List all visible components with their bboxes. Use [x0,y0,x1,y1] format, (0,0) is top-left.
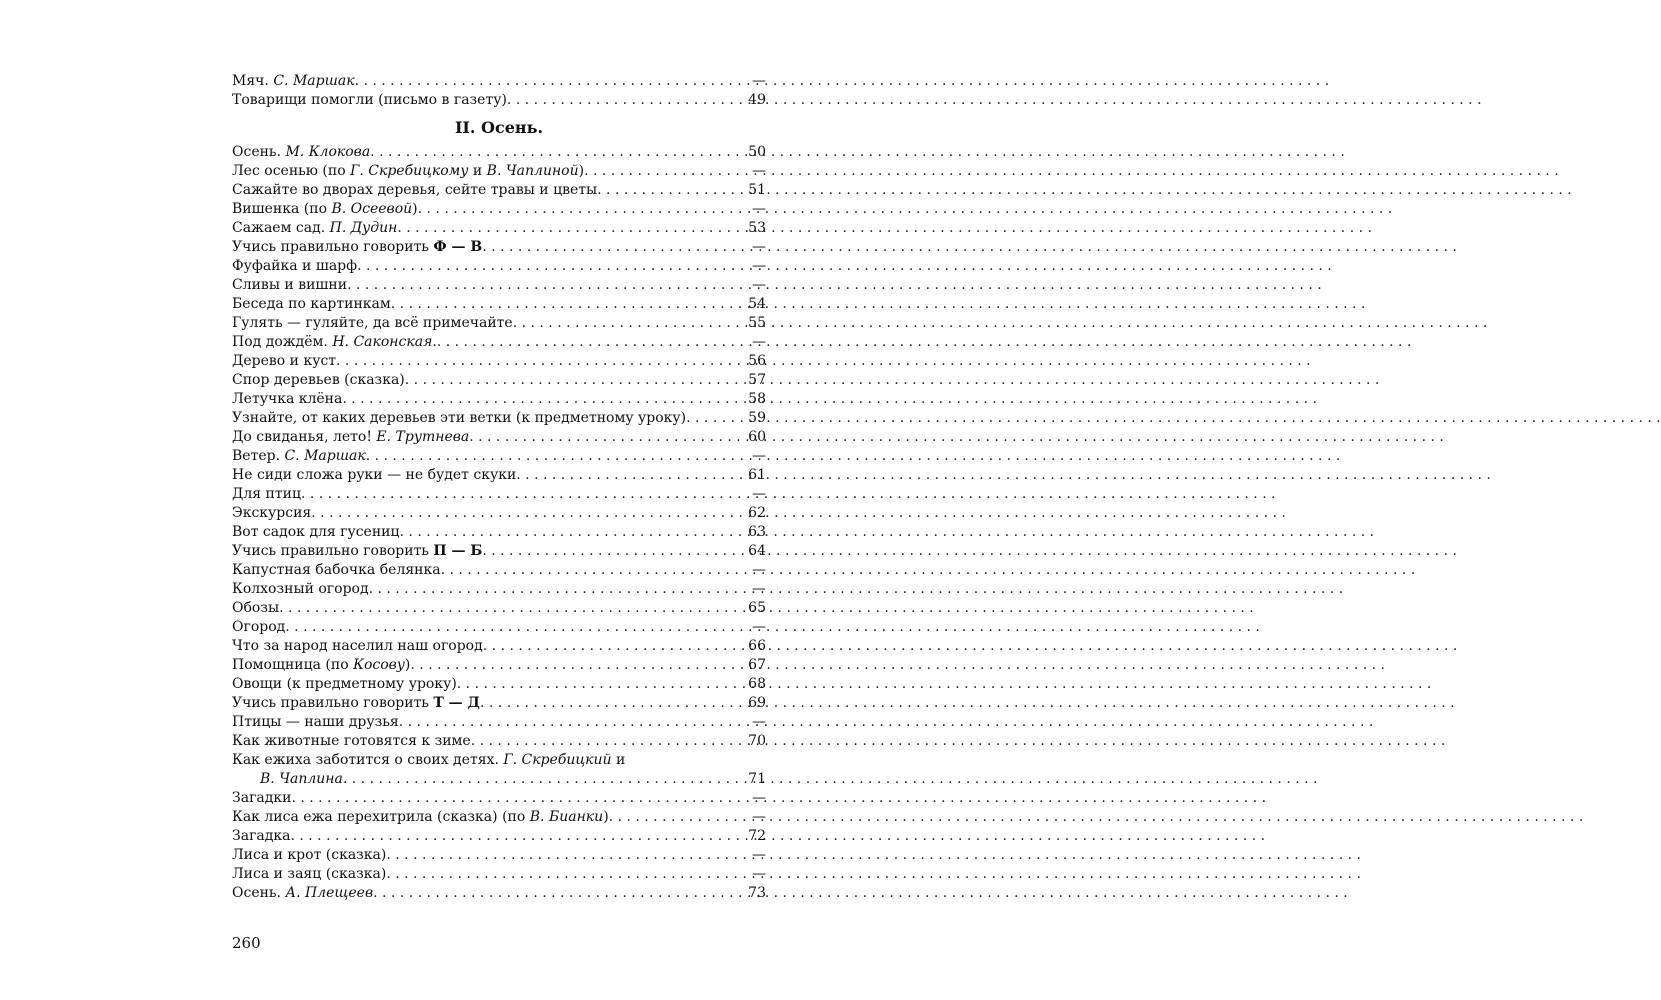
toc-entry [232,637,766,656]
toc-entry-text: Колхозный огород [232,581,369,597]
dot-leader [469,428,740,447]
toc-entry [232,618,766,637]
toc-entry-title [232,447,366,466]
toc-entry-text: Ф — В [433,239,483,255]
toc-entry-title [232,390,342,409]
toc-entry-page: — [752,866,766,882]
toc-entry-title [232,485,301,504]
dot-leader [336,352,740,371]
toc-entry-author: С. Маршак [273,73,355,89]
toc-entry-title [232,808,609,827]
dot-leader [480,694,740,713]
toc-entry-title [232,352,336,371]
toc-entry-title [232,865,386,884]
toc-entry-text: ) [412,201,418,217]
dot-leader [311,504,740,523]
toc-entry-title [232,91,507,110]
toc-entry [232,523,766,542]
toc-entry-text: Товарищи помогли (письмо в газету) [232,92,507,108]
toc-entry [232,561,766,580]
toc-entry-page: — [752,163,766,179]
toc-entry-title [232,542,482,561]
toc-entry-title [232,143,370,162]
toc-entry [232,238,766,257]
toc-entry-title [232,409,686,428]
toc-entry-text: Под дождём. [232,334,333,350]
toc-entry [232,143,766,162]
toc-entry [232,72,766,91]
toc-entry-text: Мяч. [232,73,274,89]
toc-entry-title [232,72,355,91]
toc-entry-title [232,827,290,846]
toc-entry-text: Беседа по картинкам [232,296,391,312]
toc-entry-page: 73 [748,885,766,901]
toc-entry-page: 62 [748,505,766,521]
toc-entry-author: М. Клокова [285,144,371,160]
toc-entry-title [232,295,391,314]
toc-entry [232,219,766,238]
toc-entry [232,808,766,827]
toc-entry [232,333,766,352]
dot-leader [457,675,740,694]
dot-leader [386,865,740,884]
toc-entry-author: П. Дудин [329,220,398,236]
toc-entry-text: Обозы [232,600,280,616]
dot-leader [482,542,740,561]
dot-leader [366,447,740,466]
dot-leader [391,295,740,314]
toc-entry [232,713,766,732]
toc-entry-title [232,637,483,656]
toc-entry-text: Капустная бабочка белянка [232,562,441,578]
toc-entry-author: Н. Саконская [332,334,433,350]
toc-entry-text: Ветер. [232,448,285,464]
toc-entry-author: В. Чаплиной [486,163,579,179]
section-heading: II. Осень. [454,118,544,137]
dot-leader [437,333,740,352]
toc-entry-page: 67 [748,657,766,673]
toc-entry-title [232,751,766,770]
dot-leader [290,827,740,846]
toc-entry-page: 55 [748,315,766,331]
toc-list-top [232,72,766,110]
toc-entry-text: Гулять — гуляйте, да всё примечайте [232,315,513,331]
dot-leader [597,181,740,200]
toc-entry-title [260,770,343,789]
toc-entry [232,504,766,523]
toc-entry [232,580,766,599]
toc-entry-text: Учись правильно говорить [232,239,434,255]
dot-leader [516,466,740,485]
toc-entry-text: ) [603,809,609,825]
toc-entry-page: 72 [748,828,766,844]
toc-entry-title [232,333,437,352]
toc-entry-page: — [752,448,766,464]
toc-entry [232,200,766,219]
dot-leader [343,770,740,789]
toc-entry-text: Экскурсия [232,505,312,521]
toc-entry-text: П — Б [433,543,483,559]
toc-entry-text: Для птиц [232,486,301,502]
toc-entry-page: — [752,239,766,255]
toc-entry-text: Осень. [232,144,286,160]
toc-entry-text: Сливы и вишни [232,277,348,293]
toc-entry-page: 53 [748,220,766,236]
dot-leader [279,599,740,618]
dot-leader [291,789,740,808]
toc-list-section [232,143,766,903]
toc-entry-title [232,846,386,865]
toc-entry-page: 49 [748,92,766,108]
toc-entry [232,770,766,789]
toc-entry [232,257,766,276]
toc-entry [232,694,766,713]
toc-entry-page: 50 [748,144,766,160]
toc-entry [232,827,766,846]
toc-entry-page: 66 [748,638,766,654]
toc-entry-text: Спор деревьев (сказка) [232,372,405,388]
toc-entry-text: Осень. [232,885,286,901]
toc-entry-text: Учись правильно говорить [232,543,434,559]
toc-entry-title [232,276,347,295]
dot-leader [285,618,740,637]
toc-entry-text: До свиданья, лето! [232,429,377,445]
toc-entry-page: — [752,277,766,293]
toc-entry-title [232,713,399,732]
toc-entry-title [232,238,482,257]
toc-entry [232,314,766,333]
toc-entry-page: — [752,581,766,597]
toc-entry-author: Косову [353,657,405,673]
dot-leader [513,314,740,333]
dot-leader [369,580,740,599]
toc-entry-page: 56 [748,353,766,369]
toc-entry-page: — [752,201,766,217]
toc-entry-title [232,162,584,181]
toc-entry-text: . [432,334,437,350]
toc-entry [232,428,766,447]
toc-entry-author: Г. Скребицкому [350,163,469,179]
toc-entry-text: Как лиса ежа перехитрила (сказка) (по [232,809,530,825]
toc-entry-title [232,694,480,713]
toc-entry-text: ) [578,163,585,179]
toc-entry [232,371,766,390]
dot-leader [471,732,740,751]
toc-entry-title [232,219,397,238]
toc-entry-page: 70 [748,733,766,749]
toc-entry-text: Т — Д [433,695,481,711]
toc-entry-title [232,200,418,219]
toc-entry-page: — [752,334,766,350]
toc-entry-text: Фуфайка и шарф [232,258,358,274]
toc-entry-title [232,884,373,903]
toc-entry-text: Птицы — наши друзья [232,714,399,730]
toc-entry [232,675,766,694]
toc-entry-text: Лиса и заяц (сказка) [232,866,387,882]
dot-leader [482,238,740,257]
dot-leader [400,523,740,542]
toc-entry-page: — [752,486,766,502]
dot-leader [357,257,740,276]
toc-entry-page: 59 [748,410,766,426]
dot-leader [386,846,740,865]
toc-entry-page: — [752,619,766,635]
toc-entry-title [232,599,279,618]
toc-entry [232,751,766,770]
toc-entry [232,181,766,200]
dot-leader [507,91,740,110]
toc-entry [232,865,766,884]
toc-entry-author: А. Плещеев [285,885,374,901]
toc-entry-text: Огород [232,619,286,635]
toc-entry-author: В. Чаплина [260,771,343,787]
dot-leader [441,561,740,580]
toc-entry-text: Сажаем сад. [232,220,330,236]
toc-entry [232,276,766,295]
toc-entry [232,732,766,751]
toc-entry-page: 57 [748,372,766,388]
toc-entry-title [232,466,516,485]
toc-entry-page: 63 [748,524,766,540]
dot-leader [342,390,740,409]
toc-entry [232,162,766,181]
dot-leader [584,162,740,181]
toc-entry-author: В. Осеевой [331,201,413,217]
dot-leader [347,276,740,295]
toc-entry [232,466,766,485]
toc-entry-text: Что за народ населил наш огород [232,638,483,654]
dot-leader [399,713,740,732]
toc-entry-title [232,789,291,808]
toc-entry [232,352,766,371]
toc-entry-author: Е. Трутнева [376,429,470,445]
toc-entry-text: Как ежиха заботится о своих детях. [232,752,504,768]
dot-leader [397,219,740,238]
toc-entry-text: Дерево и куст [232,353,337,369]
toc-entry [232,295,766,314]
toc-entry-text: Как животные готовятся к зиме [232,733,471,749]
toc-entry-page: 60 [748,429,766,445]
dot-leader [483,637,740,656]
toc-entry-title [232,656,410,675]
toc-entry-title [232,618,285,637]
toc-entry-text: и [611,752,626,768]
toc-entry-text: Загадка [232,828,291,844]
toc-entry-text: Загадки [232,790,292,806]
toc-entry-text: Учись правильно говорить [232,695,434,711]
toc-entry-text: ) [404,657,411,673]
dot-leader [405,371,740,390]
toc-entry-page: — [752,714,766,730]
page-number: 260 [232,934,261,952]
toc-entry-title [232,504,311,523]
dot-leader [686,409,740,428]
toc-entry-page: — [752,809,766,825]
toc-entry-page: — [752,73,766,89]
toc-entry-title [232,428,469,447]
toc-entry-text: Помощница (по [232,657,354,673]
toc-entry-text: Лиса и крот (сказка) [232,847,387,863]
toc-entry-page: — [752,258,766,274]
toc-entry-title [232,181,597,200]
toc-entry-title [232,523,400,542]
toc-entry-page: 69 [748,695,766,711]
toc-entry [232,409,766,428]
toc-entry-text: Узнайте, от каких деревьев эти ветки (к предметному уроку) [232,410,687,426]
dot-leader [410,656,740,675]
toc-entry [232,485,766,504]
toc-entry-page: 58 [748,391,766,407]
toc-entry [232,789,766,808]
dot-leader [609,808,740,827]
toc-entry-text: Вишенка (по [232,201,332,217]
toc-entry-author: Г. Скребицкий [503,752,612,768]
toc-entry-page: 71 [748,771,766,787]
toc-entry [232,884,766,903]
toc-entry-text: и [468,163,487,179]
toc-entry [232,390,766,409]
dot-leader [373,884,740,903]
toc-entry [232,656,766,675]
toc-entry-page: — [752,790,766,806]
toc-entry-page: 54 [748,296,766,312]
toc-entry-author: С. Маршак [284,448,366,464]
toc-entry-page: 61 [748,467,766,483]
toc-entry-title [232,561,441,580]
toc-entry-page: — [752,562,766,578]
toc-entry [232,846,766,865]
toc-entry-text: Овощи (к предметному уроку) [232,676,457,692]
toc-entry-text: Летучка клёна [232,391,343,407]
toc-entry-title [232,314,513,333]
toc-entry-page: 51 [748,182,766,198]
toc-entry-page: — [752,847,766,863]
dot-leader [370,143,740,162]
toc-entry-title [232,675,457,694]
dot-leader [355,72,740,91]
dot-leader [301,485,740,504]
toc-entry [232,599,766,618]
table-of-contents [232,72,766,903]
toc-entry-page: 65 [748,600,766,616]
dot-leader [418,200,740,219]
toc-entry-page: 64 [748,543,766,559]
toc-entry-title [232,257,357,276]
toc-entry-text: Лес осенью (по [232,163,351,179]
toc-entry-title [232,580,369,599]
toc-entry-text: Вот садок для гусениц [232,524,400,540]
toc-entry-author: В. Бианки [529,809,604,825]
toc-entry-text: Не сиди сложа руки — не будет скуки [232,467,517,483]
toc-entry-title [232,371,405,390]
toc-entry [232,91,766,110]
toc-entry-page: 68 [748,676,766,692]
toc-entry-text: Сажайте во дворах деревья, сейте травы и цветы [232,182,598,198]
toc-entry [232,542,766,561]
toc-entry-title [232,732,471,751]
toc-entry [232,447,766,466]
